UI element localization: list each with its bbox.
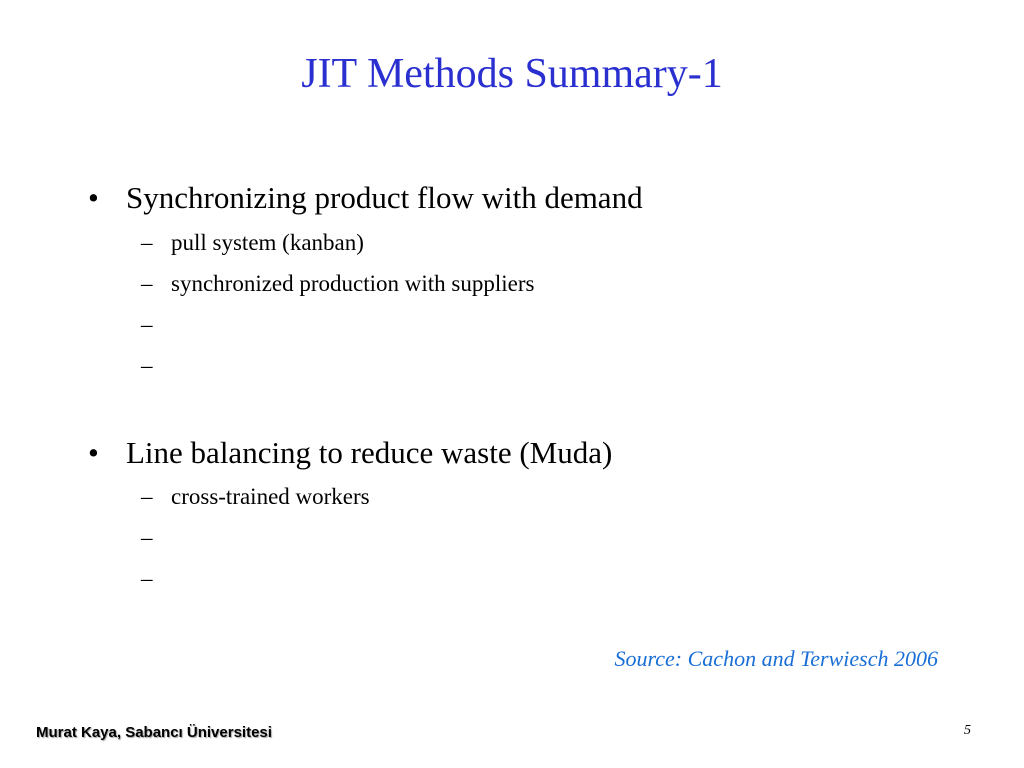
bullet-text: Synchronizing product flow with demand: [126, 180, 643, 215]
dash-marker: –: [141, 312, 153, 337]
page-number: 5: [964, 723, 971, 738]
slide-title: JIT Methods Summary-1: [301, 51, 723, 97]
dash-marker: –: [141, 525, 153, 550]
sub-item-text: cross-trained workers: [171, 484, 370, 509]
bullet-text: Line balancing to reduce waste (Muda): [126, 435, 613, 470]
dash-marker: –: [141, 230, 153, 255]
bullet-marker: •: [88, 180, 99, 215]
source-citation: Source: Cachon and Terwiesch 2006: [614, 646, 938, 671]
sub-item-text: synchronized production with suppliers: [171, 271, 535, 296]
bullet-marker: •: [88, 435, 99, 470]
sub-item-text: pull system (kanban): [171, 230, 364, 255]
dash-marker: –: [141, 353, 153, 378]
dash-marker: –: [141, 484, 153, 509]
dash-marker: –: [141, 271, 153, 296]
dash-marker: –: [141, 566, 153, 591]
footer-author: Murat Kaya, Sabancı Üniversitesi: [36, 724, 272, 741]
